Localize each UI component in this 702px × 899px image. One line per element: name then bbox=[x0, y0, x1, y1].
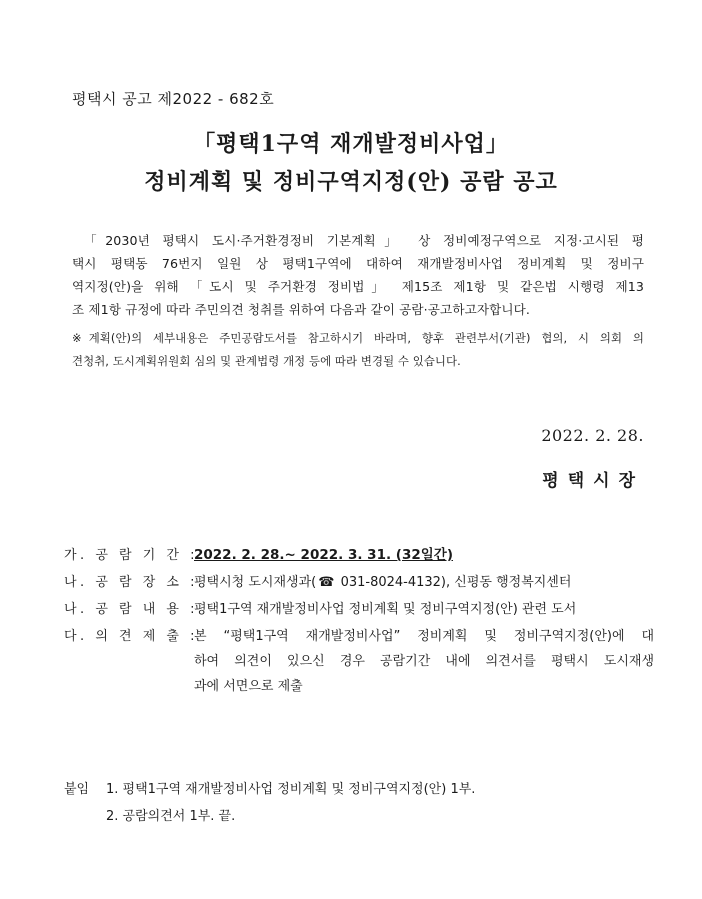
location-text: 평택시청 도시재생과( bbox=[194, 575, 317, 590]
detail-value: 평택1구역 재개발정비사업 정비계획 및 정비구역지정(안) 관련 도서 bbox=[194, 602, 577, 617]
submission-line: 과에 서면으로 제출 bbox=[194, 679, 303, 694]
detail-period bbox=[64, 543, 654, 568]
detail-value: 2022. 2. 28.~ 2022. 3. 31. (32일간) bbox=[194, 547, 453, 563]
signer-mayor: 평택시장 bbox=[542, 471, 644, 491]
title-project-name: 「평택1구역 재개발정비사업」 bbox=[193, 131, 509, 157]
attachment-row bbox=[64, 803, 475, 830]
body-line: 택시 평택동 76번지 일원 상 평택1구역에 대하여 재개발정비사업 정비계획 및 정비구 bbox=[72, 256, 644, 271]
attachments-label: 붙임 bbox=[64, 782, 90, 797]
detail-label: 나. 공 람 장 소 : bbox=[64, 575, 198, 590]
detail-submission bbox=[64, 624, 654, 699]
title-notice-subject: 정비계획 및 정비구역지정(안) 공람 공고 bbox=[144, 169, 558, 195]
phone-icon: ☎ bbox=[318, 575, 335, 590]
note-line: 견청취, 도시계획위원회 심의 및 관계법령 개정 등에 따라 변경될 수 있습니다. bbox=[72, 354, 461, 368]
body-line: 조 제1항 규정에 따라 주민의견 청취를 위하여 다음과 같이 공람·공고하고자합니다. bbox=[72, 302, 531, 317]
attachment-item: 2. 공람의견서 1부. 끝. bbox=[106, 809, 236, 824]
notice-number: 평택시 공고 제2022 - 682호 bbox=[72, 90, 275, 108]
detail-label: 나. 공 람 내 용 : bbox=[64, 602, 198, 617]
body-line: 역지정(안)을 위해 「도시 및 주거환경 정비법」 제15조 제1항 및 같은법 시행령 제13 bbox=[72, 279, 645, 294]
note-line: ※계획(안)의 세부내용은 주민공람도서를 참고하시기 바라며, 향후 관련부서(기관) 협의, 시 의회 의 bbox=[72, 331, 644, 345]
detail-label: 다. 의 견 제 출 : bbox=[64, 629, 198, 644]
detail-location bbox=[64, 570, 654, 595]
location-phone-text: 031-8024-4132), 신평동 행정복지센터 bbox=[336, 575, 572, 590]
detail-contents bbox=[64, 597, 654, 622]
note-paragraph bbox=[72, 327, 644, 373]
submission-line: 하여 의견이 있으신 경우 공람기간 내에 의견서를 평택시 도시재생 bbox=[194, 654, 654, 669]
submission-line: 본 “평택1구역 재개발정비사업” 정비계획 및 정비구역지정(안)에 대 bbox=[194, 629, 654, 644]
attachment-row bbox=[64, 776, 475, 803]
detail-value bbox=[194, 624, 654, 699]
notice-details bbox=[64, 543, 654, 701]
notice-date: 2022. 2. 28. bbox=[541, 426, 644, 445]
detail-label: 가. 공 람 기 간 : bbox=[64, 548, 198, 563]
attachment-item: 1. 평택1구역 재개발정비사업 정비계획 및 정비구역지정(안) 1부. bbox=[106, 782, 476, 797]
body-line: 「2030년 평택시 도시·주거환경정비 기본계획」 상 정비예정구역으로 지정·고시된 평 bbox=[84, 233, 644, 248]
attachments bbox=[64, 776, 475, 830]
body-paragraph bbox=[72, 229, 644, 321]
detail-value bbox=[194, 570, 654, 595]
